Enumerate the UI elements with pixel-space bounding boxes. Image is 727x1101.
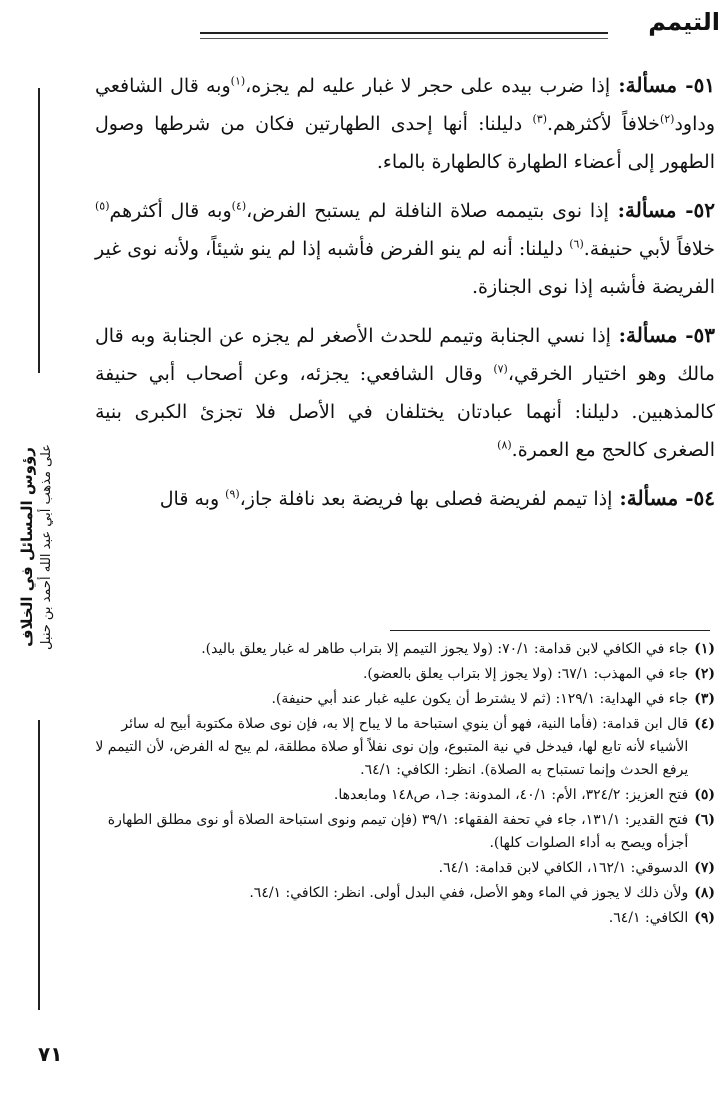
page-number: ٧١ <box>38 1042 63 1066</box>
footnote <box>95 809 715 855</box>
footnote-number: (٧) <box>694 860 715 876</box>
footnote-text: قال ابن قدامة: (فأما النية، فهو أن ينوي استباحة ما لا يباح إلا به، فإن نوى صلاة مكتوبة أبيح له سائر الأشياء لأنه تابع لها، فيدخل في نية المتبوع، وإن نوى نفلاً أو صلاة مطلقة، لم يبح له الفرض، لأن التيمم لا يرفع الحدث وإنما تستباح به الصلاة). انظر: الكافي: ٦٤/١. <box>95 716 689 778</box>
issue-text: إذا ضرب بيده على حجر لا غبار عليه لم يجزه، <box>245 75 611 97</box>
footnote-number: (٦) <box>694 812 715 828</box>
footnote <box>95 713 715 782</box>
footnote-text: جاء في المهذب: ٦٧/١: (ولا يجوز إلا بتراب يعلق بالعضو). <box>362 666 689 682</box>
issue-text: دليلنا: أنه لم ينو الفرض فأشبه إذا لم ينو شيئاً، ولأنه نوى غير الفريضة فأشبه إذا نوى الجنازة. <box>95 238 715 298</box>
footnote <box>95 907 715 930</box>
footnote <box>95 857 715 880</box>
footnote-number: (٢) <box>694 666 715 682</box>
footnote-text: جاء في الهداية: ١٢٩/١: (ثم لا يشترط أن يكون عليه غبار عند أبي حنيفة). <box>271 691 689 707</box>
footnote-separator <box>390 630 710 631</box>
issue-text: وبه قال أكثرهم <box>109 200 232 222</box>
issue-number: ٥٣- <box>677 323 715 347</box>
footnote <box>95 784 715 807</box>
issue-text: إذا نوى بتيممه صلاة النافلة لم يستبح الفرض، <box>246 200 609 222</box>
footnote-number: (١) <box>694 641 715 657</box>
footnote-text: ولأن ذلك لا يجوز في الماء وهو الأصل، ففي البدل أولى. انظر: الكافي: ٦٤/١. <box>249 885 689 901</box>
footnote-ref: (٢) <box>659 112 675 126</box>
chapter-title: التيمم <box>648 8 720 36</box>
footnote-ref: (١) <box>230 74 246 88</box>
issue-text: إذا تيمم لفريضة فصلى بها فريضة بعد نافلة جاز، <box>239 488 613 510</box>
page-header <box>200 8 720 46</box>
footnote-number: (٥) <box>694 787 715 803</box>
issue-text: وقال الشافعي: يجزئه، وعن أصحاب أبي حنيفة كالمذهبين. دليلنا: أنهما عبادتان يختلفان في الأصل فلا تجزئ الكبرى بنية الصغرى كالحج مع العمرة. <box>95 363 715 461</box>
side-title <box>4 382 70 712</box>
issue-keyword: مسألة: <box>608 198 677 222</box>
issue <box>95 191 715 306</box>
footnote <box>95 638 715 661</box>
main-text <box>95 66 715 528</box>
side-rule-bottom <box>38 720 40 1010</box>
issue-text: خلافاً لأبي حنيفة. <box>583 238 715 260</box>
footnote-number: (٤) <box>694 716 715 732</box>
footnote-ref: (٦) <box>569 237 584 251</box>
footnote-ref: (٥) <box>95 199 110 213</box>
issue <box>95 316 715 469</box>
footnote <box>95 882 715 905</box>
issue-text: وبه قال <box>159 488 226 510</box>
footnote-text: الدسوقي: ١٦٢/١، الكافي لابن قدامة: ٦٤/١. <box>438 860 689 876</box>
footnote-text: فتح القدير: ١٣١/١، جاء في تحفة الفقهاء: ٣٩/١ (فإن تيمم ونوى استباحة الصلاة أو نوى مطلق الطهارة أجزأه ويصح به أداء الصلوات كلها). <box>107 812 689 851</box>
issue-text: وبه قال الشافعي وداود <box>95 75 716 135</box>
issue-number: ٥٢- <box>676 198 715 222</box>
footnote-ref: (٩) <box>225 487 240 501</box>
issue-number: ٥٤- <box>678 486 715 510</box>
issue-keyword: مسألة: <box>612 486 679 510</box>
footnotes <box>95 638 715 932</box>
side-title-main: رؤوس المسائل في الخلاف <box>18 447 36 647</box>
footnote-text: جاء في الكافي لابن قدامة: ٧٠/١: (ولا يجوز التيمم إلا بتراب طاهر له غبار يعلق باليد). <box>201 641 689 657</box>
issue-text: خلافاً لأكثرهم. <box>546 113 660 135</box>
issue <box>95 66 715 181</box>
footnote <box>95 663 715 686</box>
footnote-text: الكافي: ٦٤/١. <box>608 910 689 926</box>
side-rule-top <box>38 88 40 373</box>
issue-keyword: مسألة: <box>610 73 678 97</box>
issue-keyword: مسألة: <box>610 323 678 347</box>
footnote-ref: (٤) <box>231 199 247 213</box>
issue-text: إذا نسي الجنابة وتيمم للحدث الأصغر لم يجزه عن الجنابة وبه قال مالك وهو اختيار الخرقي، <box>95 325 715 385</box>
header-rule <box>200 32 608 39</box>
issue-text: دليلنا: أنها إحدى الطهارتين فكان من شرطها وصول الطهور إلى أعضاء الطهارة كالطهارة بالماء. <box>95 113 715 173</box>
issue-number: ٥١- <box>677 73 716 97</box>
footnote-ref: (٨) <box>497 438 512 452</box>
footnote-number: (٩) <box>694 910 715 926</box>
footnote <box>95 688 715 711</box>
footnote-ref: (٣) <box>532 112 547 126</box>
side-title-sub: على مذهب أبي عبد الله أحمد بن حنبل <box>39 444 54 650</box>
footnote-number: (٣) <box>694 691 715 707</box>
footnote-ref: (٧) <box>493 362 508 376</box>
footnote-text: فتح العزيز: ٣٢٤/٢، الأم: ٤٠/١، المدونة: جـ١، ص١٤٨ ومابعدها. <box>333 787 689 803</box>
issue <box>95 479 715 518</box>
footnote-number: (٨) <box>694 885 715 901</box>
